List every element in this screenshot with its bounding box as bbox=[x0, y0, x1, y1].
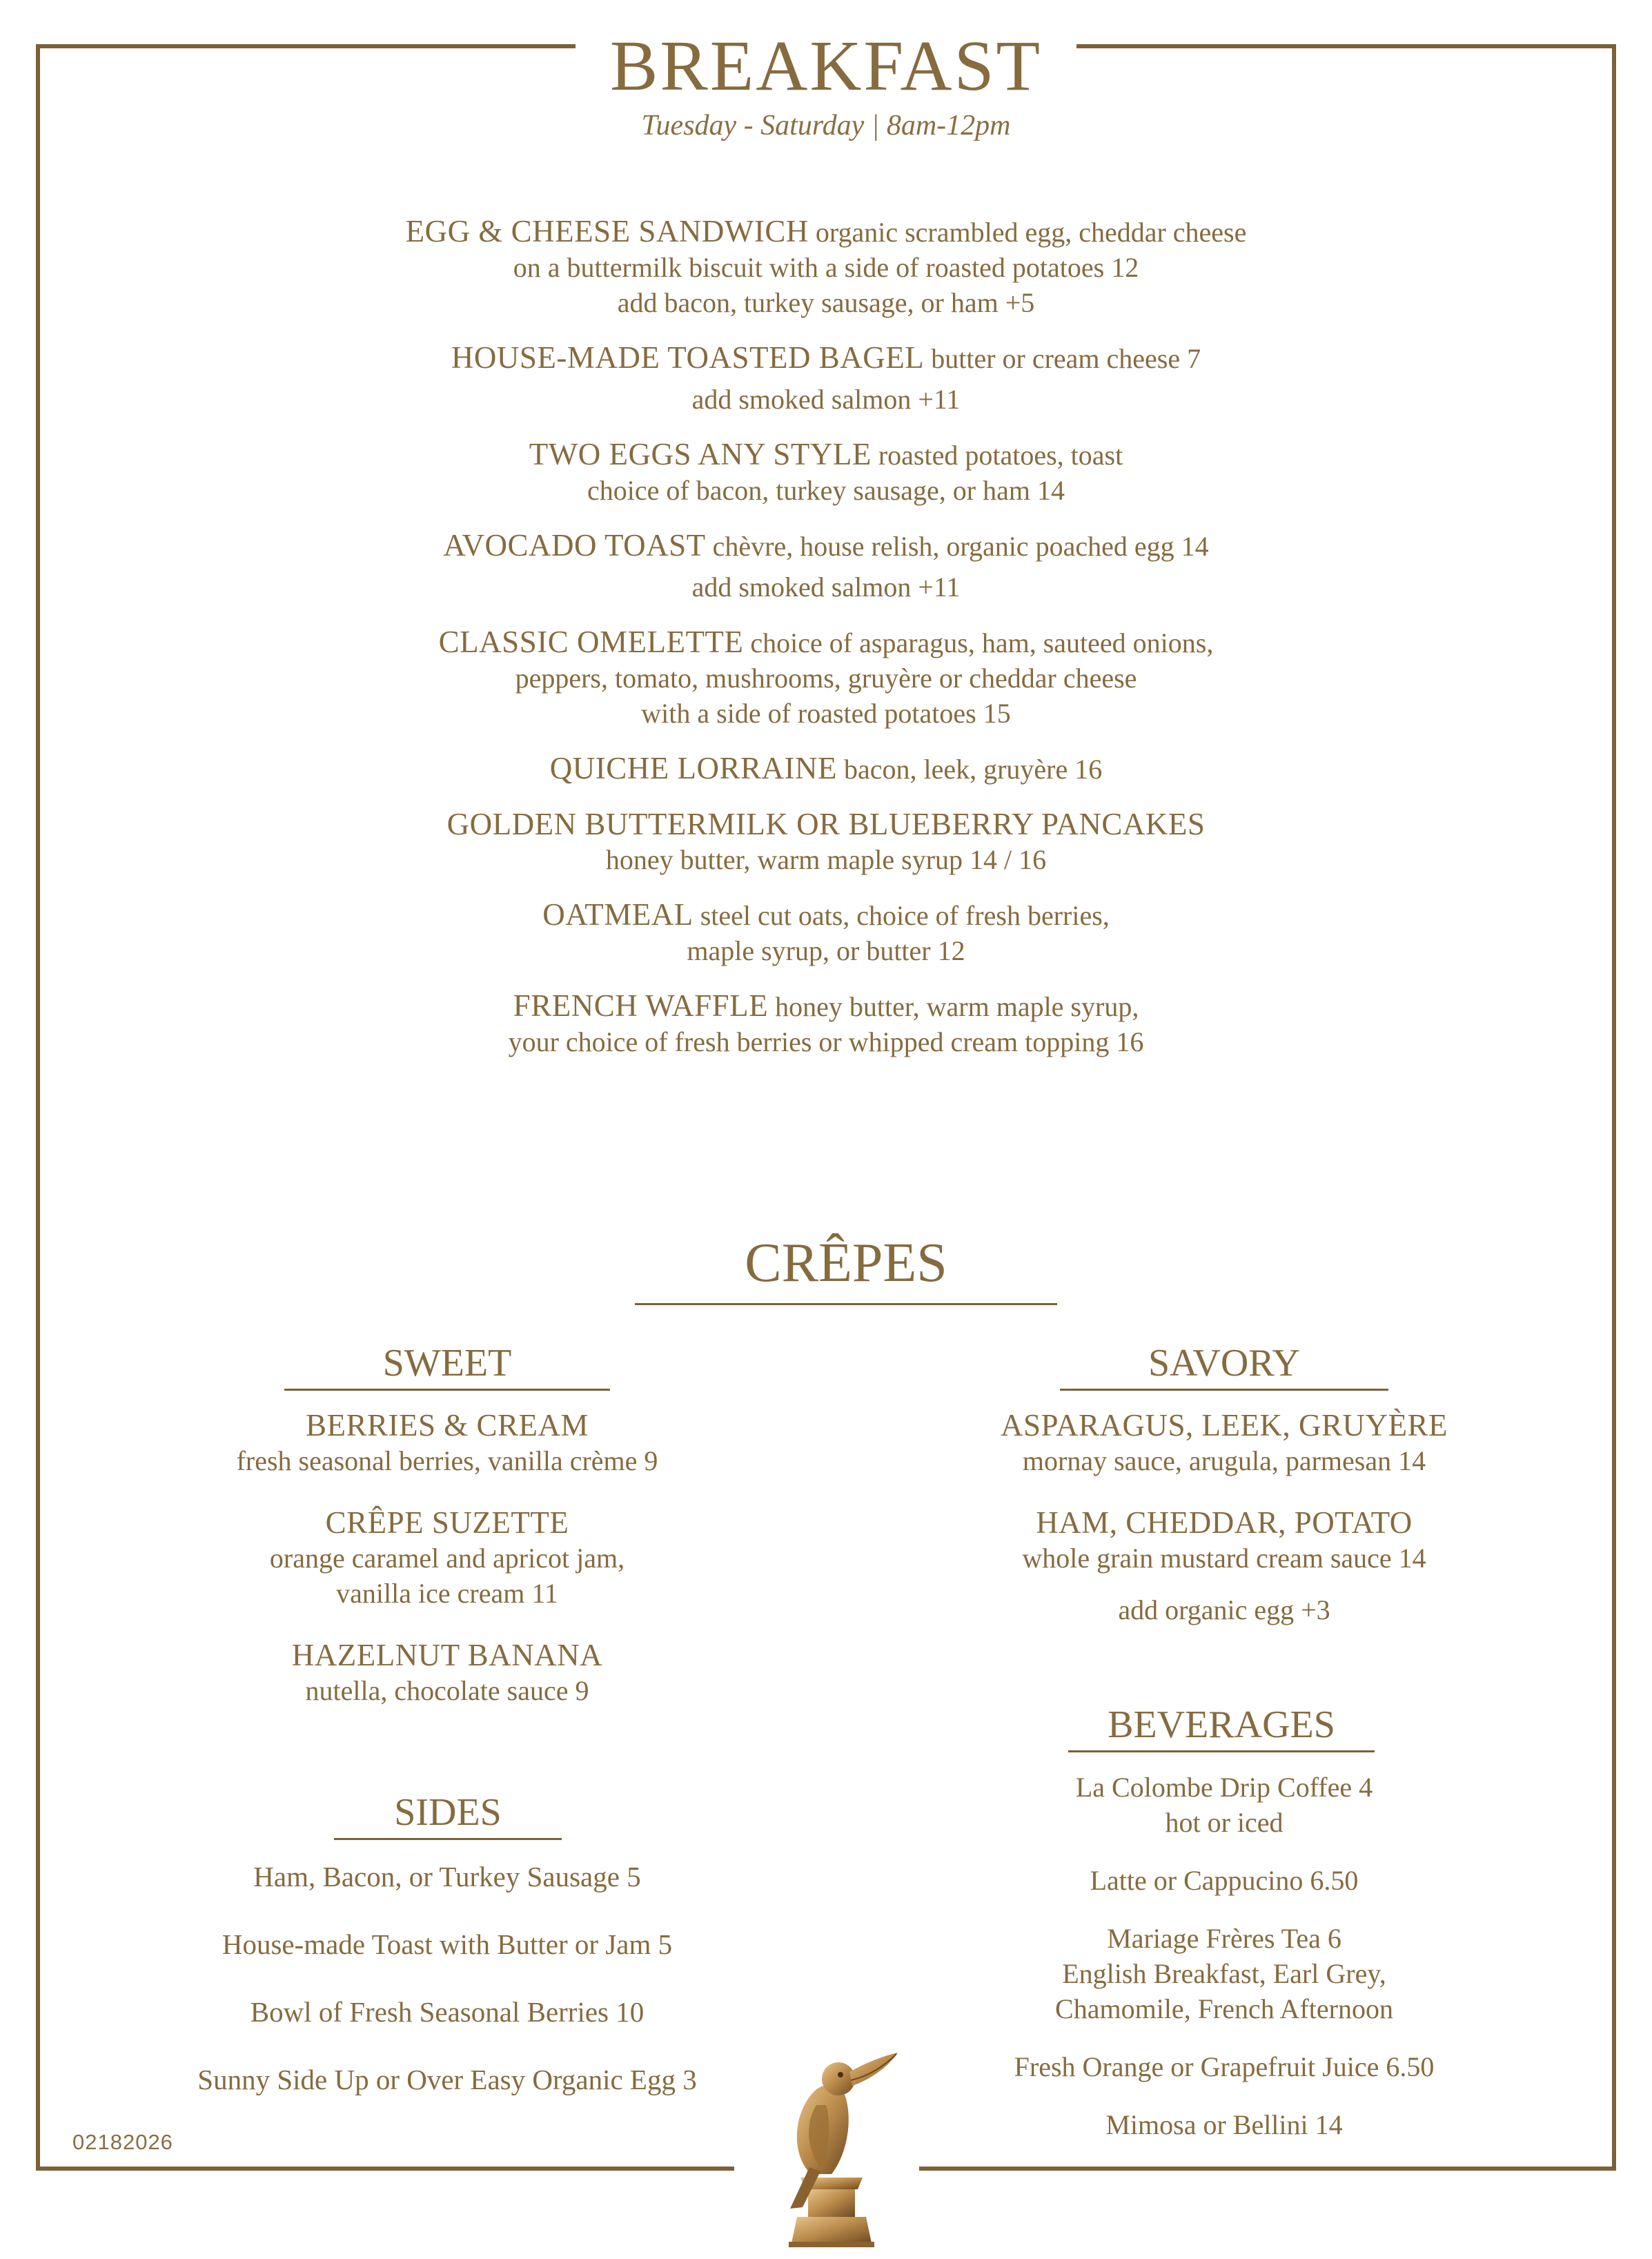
menu-code: 02182026 bbox=[72, 2130, 173, 2154]
item-description: your choice of fresh berries or whipped cream topping 16 bbox=[508, 1026, 1144, 1057]
item-description: maple syrup, or butter 12 bbox=[687, 935, 965, 966]
item-description: vanilla ice cream 11 bbox=[336, 1578, 558, 1609]
menu-item-oatmeal bbox=[0, 897, 1652, 968]
beverage-coffee bbox=[894, 1770, 1554, 1840]
page-title: BREAKFAST bbox=[609, 26, 1043, 106]
menu-item-crepe-suzette bbox=[117, 1505, 777, 1611]
frame-bottom-right-line bbox=[919, 2167, 1616, 2171]
sides-heading: SIDES bbox=[334, 1790, 562, 1840]
beverage-detail: Chamomile, French Afternoon bbox=[1055, 1993, 1393, 2024]
menu-item-toasted-bagel bbox=[0, 340, 1652, 417]
item-description: honey butter, warm maple syrup, bbox=[775, 991, 1139, 1022]
side-item: Bowl of Fresh Seasonal Berries 10 bbox=[250, 1996, 645, 2028]
crepes-heading: CRÊPES bbox=[635, 1230, 1057, 1305]
side-item: Ham, Bacon, or Turkey Sausage 5 bbox=[253, 1861, 641, 1893]
beverage-detail: English Breakfast, Earl Grey, bbox=[1062, 1958, 1386, 1989]
item-name: TWO EGGS ANY STYLE bbox=[529, 437, 872, 471]
menu-item-hazelnut-banana bbox=[117, 1638, 777, 1708]
item-name: OATMEAL bbox=[542, 897, 694, 932]
item-description: bacon, leek, gruyère 16 bbox=[843, 754, 1103, 785]
item-name: AVOCADO TOAST bbox=[443, 528, 706, 563]
beverage-name: Mariage Frères Tea 6 bbox=[1107, 1923, 1341, 1954]
beverages-list bbox=[894, 1770, 1554, 2165]
beverages-heading: BEVERAGES bbox=[1068, 1702, 1375, 1752]
item-name: HOUSE-MADE TOASTED BAGEL bbox=[451, 340, 925, 375]
sweet-heading: SWEET bbox=[284, 1340, 610, 1391]
item-description: roasted potatoes, toast bbox=[878, 440, 1123, 471]
item-description: organic scrambled egg, cheddar cheese bbox=[815, 217, 1247, 248]
item-name: ASPARAGUS, LEEK, GRUYÈRE bbox=[1001, 1408, 1448, 1443]
item-name: CLASSIC OMELETTE bbox=[438, 625, 744, 659]
item-addon: add bacon, turkey sausage, or ham +5 bbox=[617, 287, 1035, 318]
menu-item-egg-cheese-sandwich bbox=[0, 214, 1652, 320]
toucan-statue-icon bbox=[763, 2036, 901, 2250]
sides-list bbox=[117, 1859, 777, 2130]
beverage-detail: hot or iced bbox=[1165, 1807, 1284, 1838]
item-description: with a side of roasted potatoes 15 bbox=[641, 698, 1011, 729]
item-description: on a buttermilk biscuit with a side of roasted potatoes 12 bbox=[513, 252, 1139, 283]
item-addon: add smoked salmon +11 bbox=[691, 571, 961, 603]
sweet-crepes-list bbox=[117, 1408, 777, 1735]
item-description: whole grain mustard cream sauce 14 bbox=[1022, 1543, 1426, 1574]
item-description: fresh seasonal berries, vanilla crème 9 bbox=[236, 1445, 658, 1476]
item-name: GOLDEN BUTTERMILK OR BLUEBERRY PANCAKES bbox=[446, 807, 1206, 841]
savory-addon: add organic egg +3 bbox=[1118, 1594, 1330, 1625]
item-description: choice of bacon, turkey sausage, or ham 14 bbox=[587, 475, 1065, 506]
item-name: FRENCH WAFFLE bbox=[513, 988, 769, 1023]
item-name: HAM, CHEDDAR, POTATO bbox=[1036, 1505, 1413, 1540]
item-description: peppers, tomato, mushrooms, gruyère or cheddar cheese bbox=[515, 663, 1137, 694]
menu-item-asparagus-crepe bbox=[894, 1408, 1554, 1478]
beverage-tea bbox=[894, 1921, 1554, 2026]
item-name: BERRIES & CREAM bbox=[305, 1408, 589, 1443]
item-description: butter or cream cheese 7 bbox=[931, 343, 1201, 374]
item-description: orange caramel and apricot jam, bbox=[269, 1543, 625, 1574]
item-name: HAZELNUT BANANA bbox=[291, 1638, 603, 1672]
menu-item-berries-cream bbox=[117, 1408, 777, 1478]
item-description: chèvre, house relish, organic poached egg 14 bbox=[712, 531, 1209, 562]
service-hours: Tuesday - Saturday | 8am-12pm bbox=[641, 110, 1011, 141]
menu-item-two-eggs bbox=[0, 437, 1652, 508]
item-description: nutella, chocolate sauce 9 bbox=[305, 1675, 589, 1706]
item-description: honey butter, warm maple syrup 14 / 16 bbox=[605, 844, 1047, 875]
savory-crepes-list bbox=[894, 1408, 1554, 1627]
item-name: QUICHE LORRAINE bbox=[549, 751, 837, 785]
item-name: EGG & CHEESE SANDWICH bbox=[405, 214, 809, 248]
menu-item-ham-cheddar-crepe bbox=[894, 1505, 1554, 1576]
beverage-mimosa: Mimosa or Bellini 14 bbox=[1105, 2109, 1343, 2140]
item-addon: add smoked salmon +11 bbox=[691, 384, 961, 415]
menu-item-classic-omelette bbox=[0, 625, 1652, 731]
side-item: Sunny Side Up or Over Easy Organic Egg 3 bbox=[197, 2064, 697, 2095]
savory-heading: SAVORY bbox=[1060, 1340, 1388, 1391]
breakfast-menu bbox=[0, 214, 1652, 1079]
menu-item-avocado-toast bbox=[0, 528, 1652, 605]
item-name: CRÊPE SUZETTE bbox=[325, 1505, 569, 1540]
beverage-latte: Latte or Cappucino 6.50 bbox=[1090, 1865, 1359, 1896]
item-description: steel cut oats, choice of fresh berries, bbox=[700, 900, 1110, 931]
menu-item-french-waffle bbox=[0, 988, 1652, 1059]
item-description: mornay sauce, arugula, parmesan 14 bbox=[1022, 1445, 1426, 1476]
item-description: choice of asparagus, ham, sauteed onions, bbox=[750, 627, 1214, 658]
beverage-name: La Colombe Drip Coffee 4 bbox=[1075, 1772, 1373, 1803]
menu-item-quiche-lorraine bbox=[0, 751, 1652, 787]
beverage-juice: Fresh Orange or Grapefruit Juice 6.50 bbox=[1014, 2051, 1435, 2082]
menu-item-pancakes bbox=[0, 807, 1652, 877]
side-item: House-made Toast with Butter or Jam 5 bbox=[222, 1928, 673, 1960]
frame-bottom-left-line bbox=[36, 2167, 734, 2171]
